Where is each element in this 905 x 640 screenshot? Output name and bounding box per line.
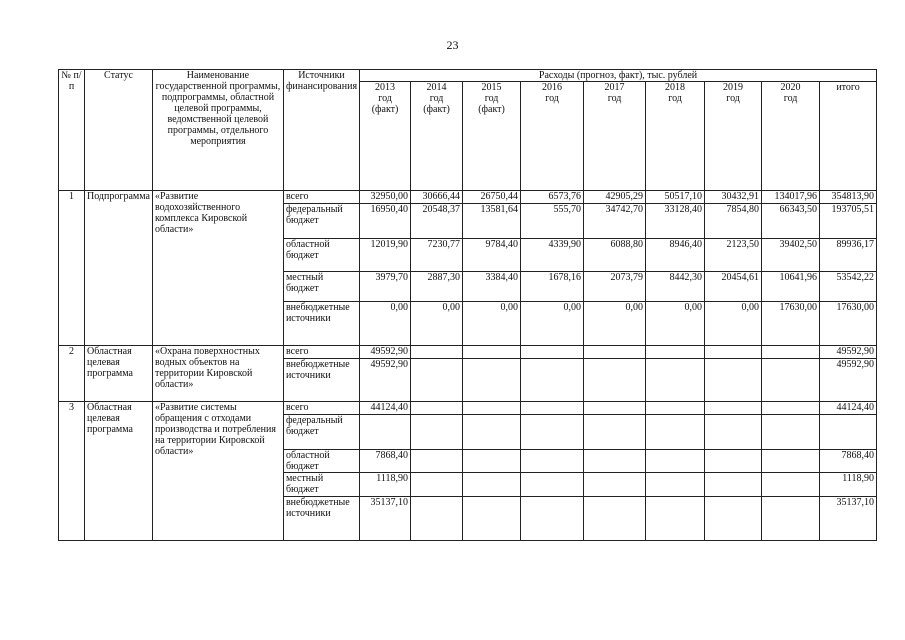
value-cell-2016 [521, 497, 584, 541]
value-cell-2015: 26750,44 [463, 191, 521, 204]
value-cell-2013: 49592,90 [360, 359, 411, 402]
value-cell-2015 [463, 402, 521, 415]
value-cell-2019 [705, 473, 762, 497]
budget-table [58, 69, 877, 541]
value-cell-2014 [411, 402, 463, 415]
value-cell-2014: 2887,30 [411, 272, 463, 302]
header-expenses-title: Расходы (прогноз, факт), тыс. рублей [360, 70, 877, 82]
value-cell-2016: 0,00 [521, 302, 584, 346]
value-cell-2019 [705, 346, 762, 359]
value-cell-2018 [646, 402, 705, 415]
value-cell-2020: 10641,96 [762, 272, 820, 302]
value-cell-2015 [463, 497, 521, 541]
header-year-unit: год [668, 93, 682, 104]
header-year-note: (факт) [371, 104, 399, 115]
value-cell-2018 [646, 473, 705, 497]
value-cell-2017 [584, 402, 646, 415]
value-cell-2020 [762, 359, 820, 402]
value-cell-2018: 50517,10 [646, 191, 705, 204]
value-cell-2019: 20454,61 [705, 272, 762, 302]
value-cell-2017 [584, 415, 646, 450]
funding-source: всего [283, 402, 359, 415]
group-num: 3 [59, 402, 85, 541]
value-cell-2013: 0,00 [360, 302, 411, 346]
value-cell-2019: 2123,50 [705, 239, 762, 272]
value-cell-2016: 555,70 [521, 204, 584, 239]
funding-source: федеральный бюджет [283, 415, 359, 450]
value-cell-2013: 1118,90 [360, 473, 411, 497]
table-row [59, 191, 877, 204]
value-cell-2020: 66343,50 [762, 204, 820, 239]
value-cell-2020: 134017,96 [762, 191, 820, 204]
value-cell-2014 [411, 497, 463, 541]
funding-source: всего [283, 191, 359, 204]
value-cell-2015: 13581,64 [463, 204, 521, 239]
value-cell-2016: 4339,90 [521, 239, 584, 272]
header-year-note: (факт) [478, 104, 505, 115]
value-cell-2016: 1678,16 [521, 272, 584, 302]
header-year-year: 2013 [375, 82, 396, 93]
value-cell-2018 [646, 415, 705, 450]
value-cell-2016 [521, 402, 584, 415]
value-cell-2019 [705, 402, 762, 415]
value-cell-2019 [705, 359, 762, 402]
value-cell-2015: 3384,40 [463, 272, 521, 302]
funding-source: федеральный бюджет [283, 204, 359, 239]
value-cell-2020: 39402,50 [762, 239, 820, 272]
funding-source: всего [283, 346, 359, 359]
value-cell-2016: 6573,76 [521, 191, 584, 204]
group-name: «Охрана поверхностных водных объектов на территории Кировской области» [152, 346, 283, 402]
value-cell-2020: 17630,00 [762, 302, 820, 346]
value-cell-total: 35137,10 [820, 497, 877, 541]
value-cell-2019: 0,00 [705, 302, 762, 346]
header-year-note: (факт) [423, 104, 450, 115]
value-cell-2020 [762, 473, 820, 497]
group-status: Областная целевая программа [85, 346, 153, 402]
value-cell-2016 [521, 359, 584, 402]
value-cell-2020 [762, 450, 820, 473]
value-cell-2017 [584, 450, 646, 473]
value-cell-2013: 35137,10 [360, 497, 411, 541]
value-cell-2017 [584, 497, 646, 541]
value-cell-2017 [584, 346, 646, 359]
value-cell-total [820, 415, 877, 450]
value-cell-2016 [521, 346, 584, 359]
value-cell-2013: 49592,90 [360, 346, 411, 359]
value-cell-2019 [705, 450, 762, 473]
value-cell-2019: 30432,91 [705, 191, 762, 204]
value-cell-2017 [584, 359, 646, 402]
header-year-unit: год [726, 93, 740, 104]
header-year-unit: год [429, 93, 444, 104]
value-cell-total: 49592,90 [820, 359, 877, 402]
group-status: Областная целевая программа [85, 402, 153, 541]
value-cell-2018 [646, 450, 705, 473]
value-cell-2014: 20548,37 [411, 204, 463, 239]
value-cell-2020 [762, 497, 820, 541]
funding-source: местный бюджет [283, 473, 359, 497]
value-cell-2013: 16950,40 [360, 204, 411, 239]
header-year-2020 [762, 82, 820, 191]
value-cell-2014 [411, 473, 463, 497]
header-name: Наименование государственной программы, подпрограммы, областной целевой программы, ведомственной целевой программы, отдельного мероприятия [152, 70, 283, 191]
header-year-unit: год [484, 93, 499, 104]
value-cell-2020 [762, 402, 820, 415]
value-cell-total: 44124,40 [820, 402, 877, 415]
value-cell-2015: 0,00 [463, 302, 521, 346]
funding-source: внебюджетные источники [283, 359, 359, 402]
group-name: «Развитие водохозяйственного комплекса Кировской области» [152, 191, 283, 346]
value-cell-2017: 2073,79 [584, 272, 646, 302]
value-cell-2014 [411, 450, 463, 473]
header-num: № п/п [59, 70, 85, 191]
value-cell-2020 [762, 415, 820, 450]
header-year-year: 2015 [481, 82, 502, 93]
funding-source: местный бюджет [283, 272, 359, 302]
header-year-2018 [646, 82, 705, 191]
header-year-2019 [705, 82, 762, 191]
value-cell-2015 [463, 359, 521, 402]
header-year-2013 [360, 82, 411, 191]
page-number: 23 [446, 38, 459, 52]
header-total: итого [820, 82, 877, 191]
value-cell-total: 53542,22 [820, 272, 877, 302]
value-cell-2017 [584, 473, 646, 497]
value-cell-2019 [705, 415, 762, 450]
group-num: 2 [59, 346, 85, 402]
header-year-unit: год [545, 93, 559, 104]
value-cell-2020 [762, 346, 820, 359]
value-cell-2015: 9784,40 [463, 239, 521, 272]
header-year-2014 [411, 82, 463, 191]
value-cell-2016 [521, 450, 584, 473]
header-year-unit: год [783, 93, 798, 104]
value-cell-2017: 34742,70 [584, 204, 646, 239]
value-cell-2015 [463, 346, 521, 359]
header-year-year: 2017 [604, 82, 625, 93]
header-year-year: 2019 [723, 82, 744, 93]
funding-source: областной бюджет [283, 239, 359, 272]
value-cell-total: 193705,51 [820, 204, 877, 239]
value-cell-2018 [646, 346, 705, 359]
value-cell-2016 [521, 415, 584, 450]
value-cell-2016 [521, 473, 584, 497]
value-cell-2014: 30666,44 [411, 191, 463, 204]
funding-source: внебюджетные источники [283, 497, 359, 541]
value-cell-2014: 0,00 [411, 302, 463, 346]
funding-source: областной бюджет [283, 450, 359, 473]
table-row [59, 402, 877, 415]
header-year-year: 2018 [665, 82, 686, 93]
value-cell-2018 [646, 497, 705, 541]
value-cell-2015 [463, 450, 521, 473]
header-row [59, 70, 877, 82]
value-cell-total: 1118,90 [820, 473, 877, 497]
value-cell-2018: 8946,40 [646, 239, 705, 272]
group-num: 1 [59, 191, 85, 346]
value-cell-total: 354813,90 [820, 191, 877, 204]
value-cell-2014: 7230,77 [411, 239, 463, 272]
header-year-year: 2020 [780, 82, 801, 93]
header-year-unit: год [607, 93, 622, 104]
value-cell-2014 [411, 415, 463, 450]
funding-source: внебюджетные источники [283, 302, 359, 346]
value-cell-2014 [411, 346, 463, 359]
value-cell-2013: 32950,00 [360, 191, 411, 204]
value-cell-2013: 3979,70 [360, 272, 411, 302]
value-cell-total: 49592,90 [820, 346, 877, 359]
group-status: Подпрограмма [85, 191, 153, 346]
header-year-2017 [584, 82, 646, 191]
header-year-2016 [521, 82, 584, 191]
header-status: Статус [85, 70, 153, 191]
header-year-year: 2014 [426, 82, 447, 93]
value-cell-2014 [411, 359, 463, 402]
header-year-year: 2016 [542, 82, 563, 93]
value-cell-total: 17630,00 [820, 302, 877, 346]
value-cell-2013: 12019,90 [360, 239, 411, 272]
table-row [59, 346, 877, 359]
value-cell-2015 [463, 415, 521, 450]
value-cell-total: 89936,17 [820, 239, 877, 272]
value-cell-2013: 44124,40 [360, 402, 411, 415]
value-cell-2013: 7868,40 [360, 450, 411, 473]
value-cell-2013 [360, 415, 411, 450]
value-cell-total: 7868,40 [820, 450, 877, 473]
header-year-2015 [463, 82, 521, 191]
value-cell-2018: 8442,30 [646, 272, 705, 302]
value-cell-2018 [646, 359, 705, 402]
value-cell-2019: 7854,80 [705, 204, 762, 239]
value-cell-2017: 0,00 [584, 302, 646, 346]
header-year-unit: год [378, 93, 392, 104]
value-cell-2017: 6088,80 [584, 239, 646, 272]
value-cell-2019 [705, 497, 762, 541]
value-cell-2018: 33128,40 [646, 204, 705, 239]
value-cell-2017: 42905,29 [584, 191, 646, 204]
header-source: Источники финансирования [283, 70, 359, 191]
value-cell-2015 [463, 473, 521, 497]
group-name: «Развитие системы обращения с отходами производства и потребления на территории Кировской области» [152, 402, 283, 541]
value-cell-2018: 0,00 [646, 302, 705, 346]
